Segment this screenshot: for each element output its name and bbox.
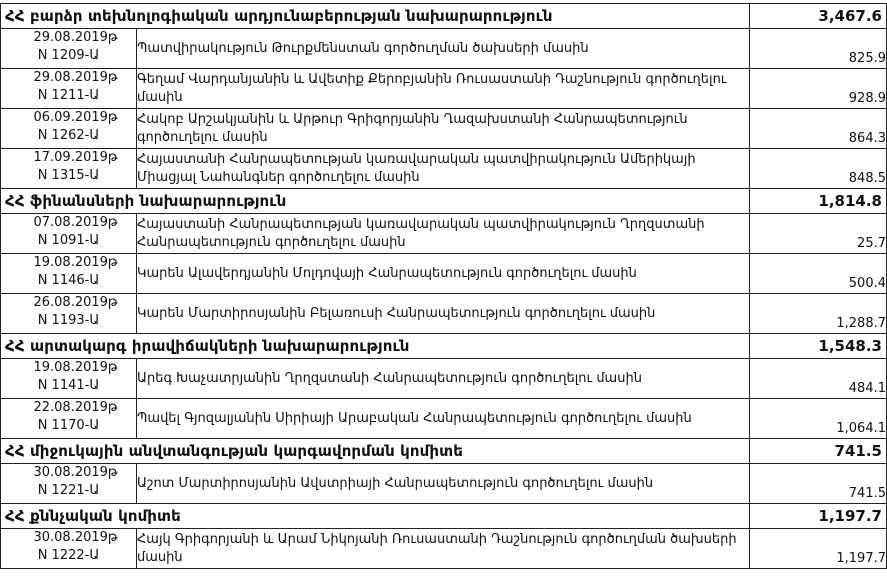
section-total: 1,548.3 [750,334,887,359]
section-title: ՀՀ միջուկային անվտանգության կարգավորման կոմիտե [1,439,750,464]
decision-cell [1,29,137,69]
table-row [1,69,887,109]
decision-amount: 825.9 [750,29,887,69]
section-header [1,504,887,529]
decision-cell [1,149,137,189]
decision-date: 29.08.2019թ [33,70,118,85]
table-row [1,109,887,149]
decision-cell [1,359,137,399]
decision-amount: 25.7 [750,214,887,254]
decision-date: 29.08.2019թ [33,30,118,45]
section-title: ՀՀ ֆինանսների նախարարություն [1,189,750,214]
decision-description: Հայկ Գրիգորյանի և Արամ Նիկոյանի Ռուսաստանի Դաշնություն գործուղման ծախսերի մասին [137,529,750,569]
section-total: 3,467.6 [750,4,887,29]
table-row [1,399,887,439]
section-header [1,439,887,464]
decision-amount: 484.1 [750,359,887,399]
decision-date: 30.08.2019թ [33,530,118,545]
decision-date: 22.08.2019թ [33,400,118,415]
decision-description: Հակոբ Արշակյանին և Արթուր Գրիգորյանին Ղազախստանի Հանրապետություն գործուղելու մասին [137,109,750,149]
decision-number: N 1170-Ա [37,418,100,433]
decision-number: N 1146-Ա [37,273,100,288]
table-row [1,149,887,189]
table-row [1,294,887,334]
decision-amount: 928.9 [750,69,887,109]
section-title: ՀՀ քննչական կոմիտե [1,504,750,529]
section-title: ՀՀ բարձր տեխնոլոգիական արդյունաբերության նախարարություն [1,4,750,29]
decision-cell [1,399,137,439]
decision-number: N 1315-Ա [37,168,100,183]
decision-cell [1,69,137,109]
decision-date: 06.09.2019թ [33,110,118,125]
decision-cell [1,254,137,294]
section-total: 1,197.7 [750,504,887,529]
decision-amount: 500.4 [750,254,887,294]
decision-date: 19.08.2019թ [33,255,118,270]
decision-description: Հայաստանի Հանրապետության կառավարական պատվիրակություն Ամերիկայի Միացյալ Նահանգներ գործուղելու մասին [137,149,750,189]
decision-cell [1,214,137,254]
table-row [1,254,887,294]
decision-description: Կարեն Ալավերդյանին Մոլդովայի Հանրապետություն գործուղելու մասին [137,254,750,294]
decision-amount: 848.5 [750,149,887,189]
section-title: ՀՀ արտակարգ իրավիճակների նախարարություն [1,334,750,359]
decision-date: 26.08.2019թ [33,295,118,310]
decision-description: Կարեն Մարտիրոսյանին Բելառուսի Հանրապետություն գործուղելու մասին [137,294,750,334]
table-row [1,214,887,254]
decision-cell [1,464,137,504]
decision-description: Գեղամ Վարդանյանին և Ավետիք Քերոբյանին Ռուսաստանի Դաշնություն գործուղելու մասին [137,69,750,109]
decision-date: 17.09.2019թ [33,150,118,165]
table-row [1,464,887,504]
decision-number: N 1262-Ա [37,128,100,143]
decision-amount: 1,288.7 [750,294,887,334]
decision-description: Հայաստանի Հանրապետության կառավարական պատվիրակություն Ղրղզստանի Հանրապետություն գործուղելու մասին [137,214,750,254]
decision-cell [1,294,137,334]
decision-amount: 1,197.7 [750,529,887,569]
decision-description: Աշոտ Մարտիրոսյանին Ավստրիայի Հանրապետություն գործուղելու մասին [137,464,750,504]
decision-number: N 1211-Ա [37,88,100,103]
section-header [1,334,887,359]
section-header [1,4,887,29]
section-total: 1,814.8 [750,189,887,214]
decision-description: Պավել Գյոզալյանին Սիրիայի Արաբական Հանրապետություն գործուղելու մասին [137,399,750,439]
decision-amount: 1,064.1 [750,399,887,439]
decision-cell [1,529,137,569]
decision-amount: 864.3 [750,109,887,149]
section-total: 741.5 [750,439,887,464]
section-header [1,189,887,214]
decision-date: 07.08.2019թ [33,215,118,230]
expenses-table [0,3,887,569]
decision-number: N 1091-Ա [37,233,100,248]
decision-number: N 1222-Ա [37,548,100,563]
decision-amount: 741.5 [750,464,887,504]
decision-cell [1,109,137,149]
decision-number: N 1209-Ա [37,48,100,63]
table-row [1,29,887,69]
decision-date: 19.08.2019թ [33,360,118,375]
decision-description: Արեգ Խաչատրյանին Ղրղզստանի Հանրապետություն գործուղելու մասին [137,359,750,399]
decision-number: N 1193-Ա [37,313,100,328]
decision-date: 30.08.2019թ [33,465,118,480]
decision-number: N 1141-Ա [37,378,100,393]
decision-number: N 1221-Ա [37,483,100,498]
table-row [1,359,887,399]
decision-description: Պատվիրակություն Թուրքմենստան գործուղման ծախսերի մասին [137,29,750,69]
table-row [1,529,887,569]
